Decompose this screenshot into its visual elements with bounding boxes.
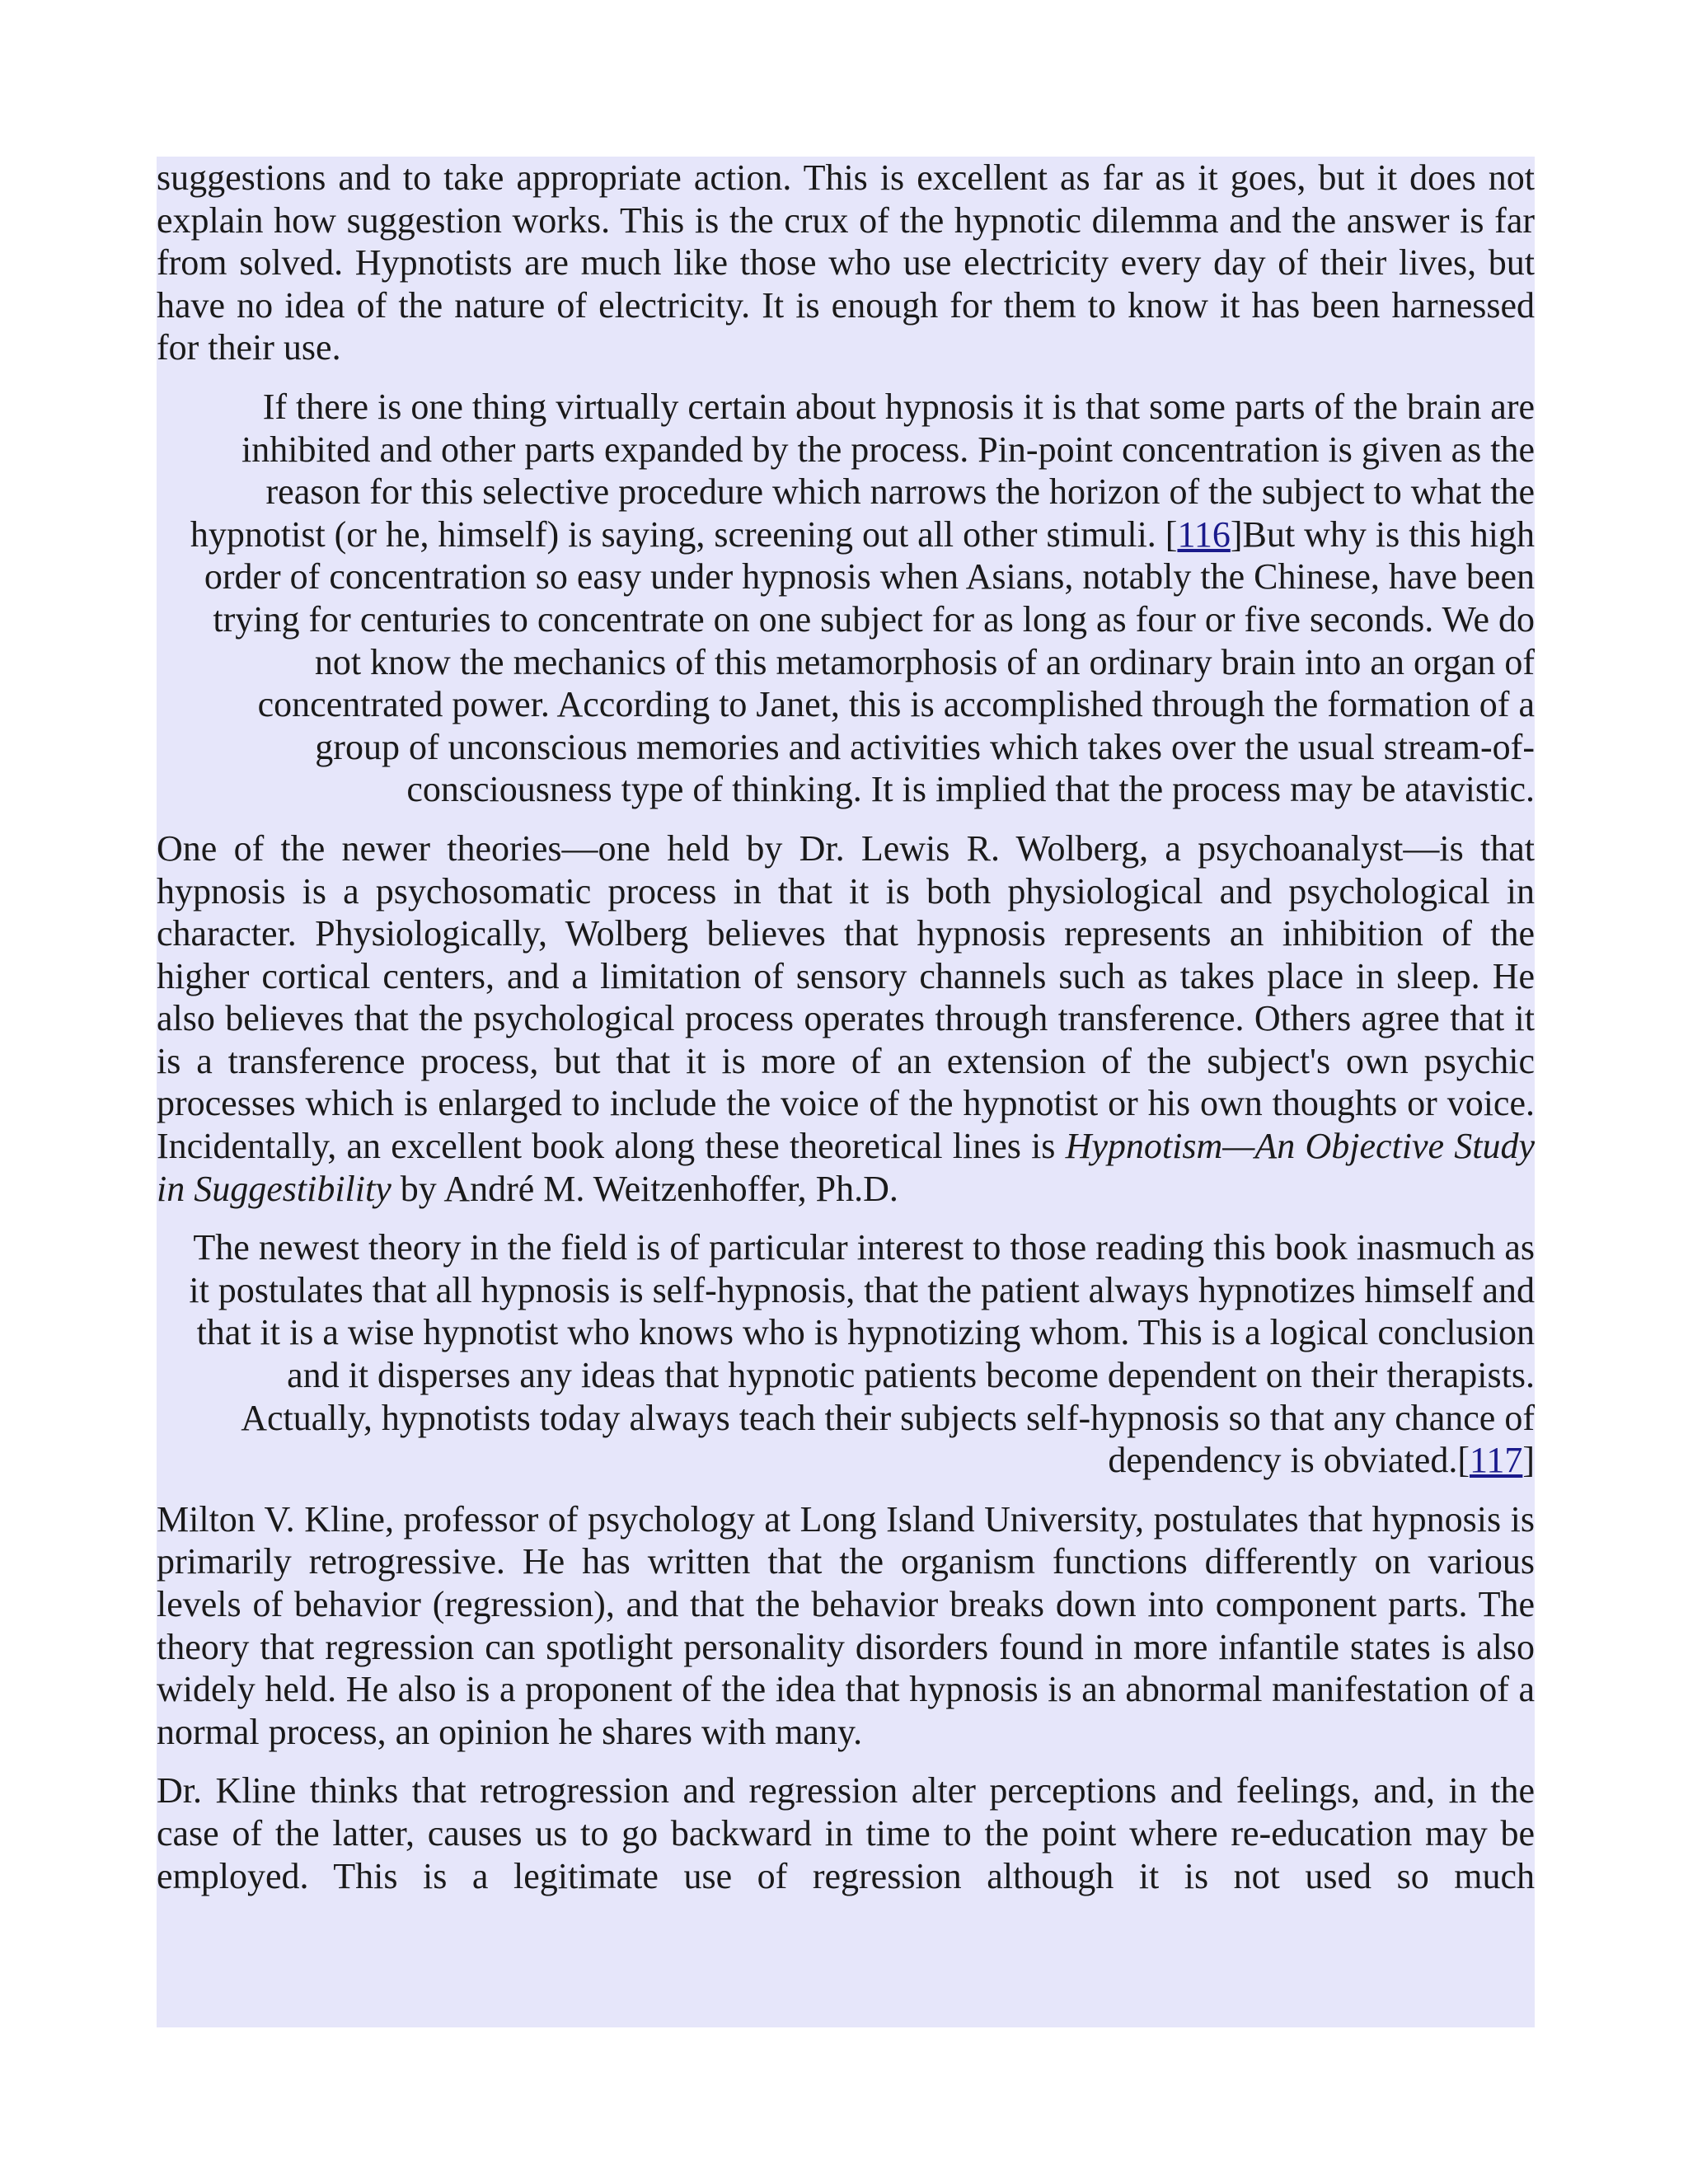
- paragraph-6: [157, 1769, 1535, 1897]
- paragraph-6-text: Dr. Kline thinks that retrogression and regression alter perceptions and feelings, and, in the case of the latter, causes us to go backward in time to the point where re-education may be employed. This is a legitimate use of regression although it is not used so much: [157, 1770, 1535, 1896]
- paragraph-4-text-after: ]: [1522, 1440, 1535, 1481]
- footnote-link-116[interactable]: 116: [1177, 513, 1231, 555]
- paragraph-4: [157, 1226, 1535, 1482]
- paragraph-3-text-before: One of the newer theories—one held by Dr. Lewis R. Wolberg, a psychoanalyst—is that hypnosis is a psychosomatic process in that it is both physiological and psychological in character. Physiologically, Wolberg believes that hypnosis represents an inhibition of the higher cortical centers, and a limitation of sensory channels such as takes place in sleep. He also believes that the psychological process operates through transference. Others agree that it is a transference process, but that it is more of an extension of the subject's own psychic processes which is enlarged to include the voice of the hypnotist or his own thoughts or voice. Incidentally, an excellent book along these theoretical lines is: [157, 827, 1535, 1167]
- paragraph-1-text: suggestions and to take appropriate action. This is excellent as far as it goes, but it does not explain how suggestion works. This is the crux of the hypnotic dilemma and the answer is far from solved. Hypnotists are much like those who use electricity every day of their lives, but have no idea of the nature of electricity. It is enough for them to know it has been harnessed for their use.: [157, 157, 1535, 368]
- paragraph-5: [157, 1498, 1535, 1754]
- paragraph-3-text-after: by André M. Weitzenhoffer, Ph.D.: [391, 1168, 898, 1209]
- footnote-link-117[interactable]: 117: [1469, 1440, 1523, 1481]
- paragraph-3: [157, 827, 1535, 1210]
- paragraph-2-text-before: If there is one thing virtually certain about hypnosis it is that some parts of the brain are inhibited and other parts expanded by the process. Pin-point concentration is given as the reason for this selective procedure which narrows the horizon of the subject to what the hypnotist (or he, himself) is saying, screening out all other stimuli. [: [190, 386, 1535, 555]
- paragraph-2: [157, 386, 1535, 811]
- paragraph-1: [157, 157, 1535, 369]
- paragraph-5-text: Milton V. Kline, professor of psychology at Long Island University, postulates that hypnosis is primarily retrogressive. He has written that the organism functions differently on various levels of behavior (regression), and that the behavior breaks down into component parts. The theory that regression can spotlight personality disorders found in more infantile states is also widely held. He also is a proponent of the idea that hypnosis is an abnormal manifestation of a normal process, an opinion he shares with many.: [157, 1498, 1535, 1752]
- paragraph-2-text-after: ]But why is this high order of concentration so easy under hypnosis when Asians, notably the Chinese, have been trying for centuries to concentrate on one subject for as long as four or five seconds. We do not know the mechanics of this metamorphosis of an ordinary brain into an organ of concentrated power. According to Janet, this is accomplished through the formation of a group of unconscious memories and activities which takes over the usual stream-of-consciousness type of thinking. It is implied that the process may be atavistic.: [204, 513, 1535, 810]
- paragraph-4-text-before: The newest theory in the field is of particular interest to those reading this book inasmuch as it postulates that all hypnosis is self-hypnosis, that the patient always hypnotizes himself and that it is a wise hypnotist who knows who is hypnotizing whom. This is a logical conclusion and it disperses any ideas that hypnotic patients become dependent on their therapists. Actually, hypnotists today always teach their subjects self-hypnosis so that any chance of dependency is obviated.[: [189, 1227, 1535, 1481]
- text-block: [157, 157, 1535, 2027]
- book-title: Hypnotism—An Objective Study in Suggestibility: [157, 1126, 1535, 1209]
